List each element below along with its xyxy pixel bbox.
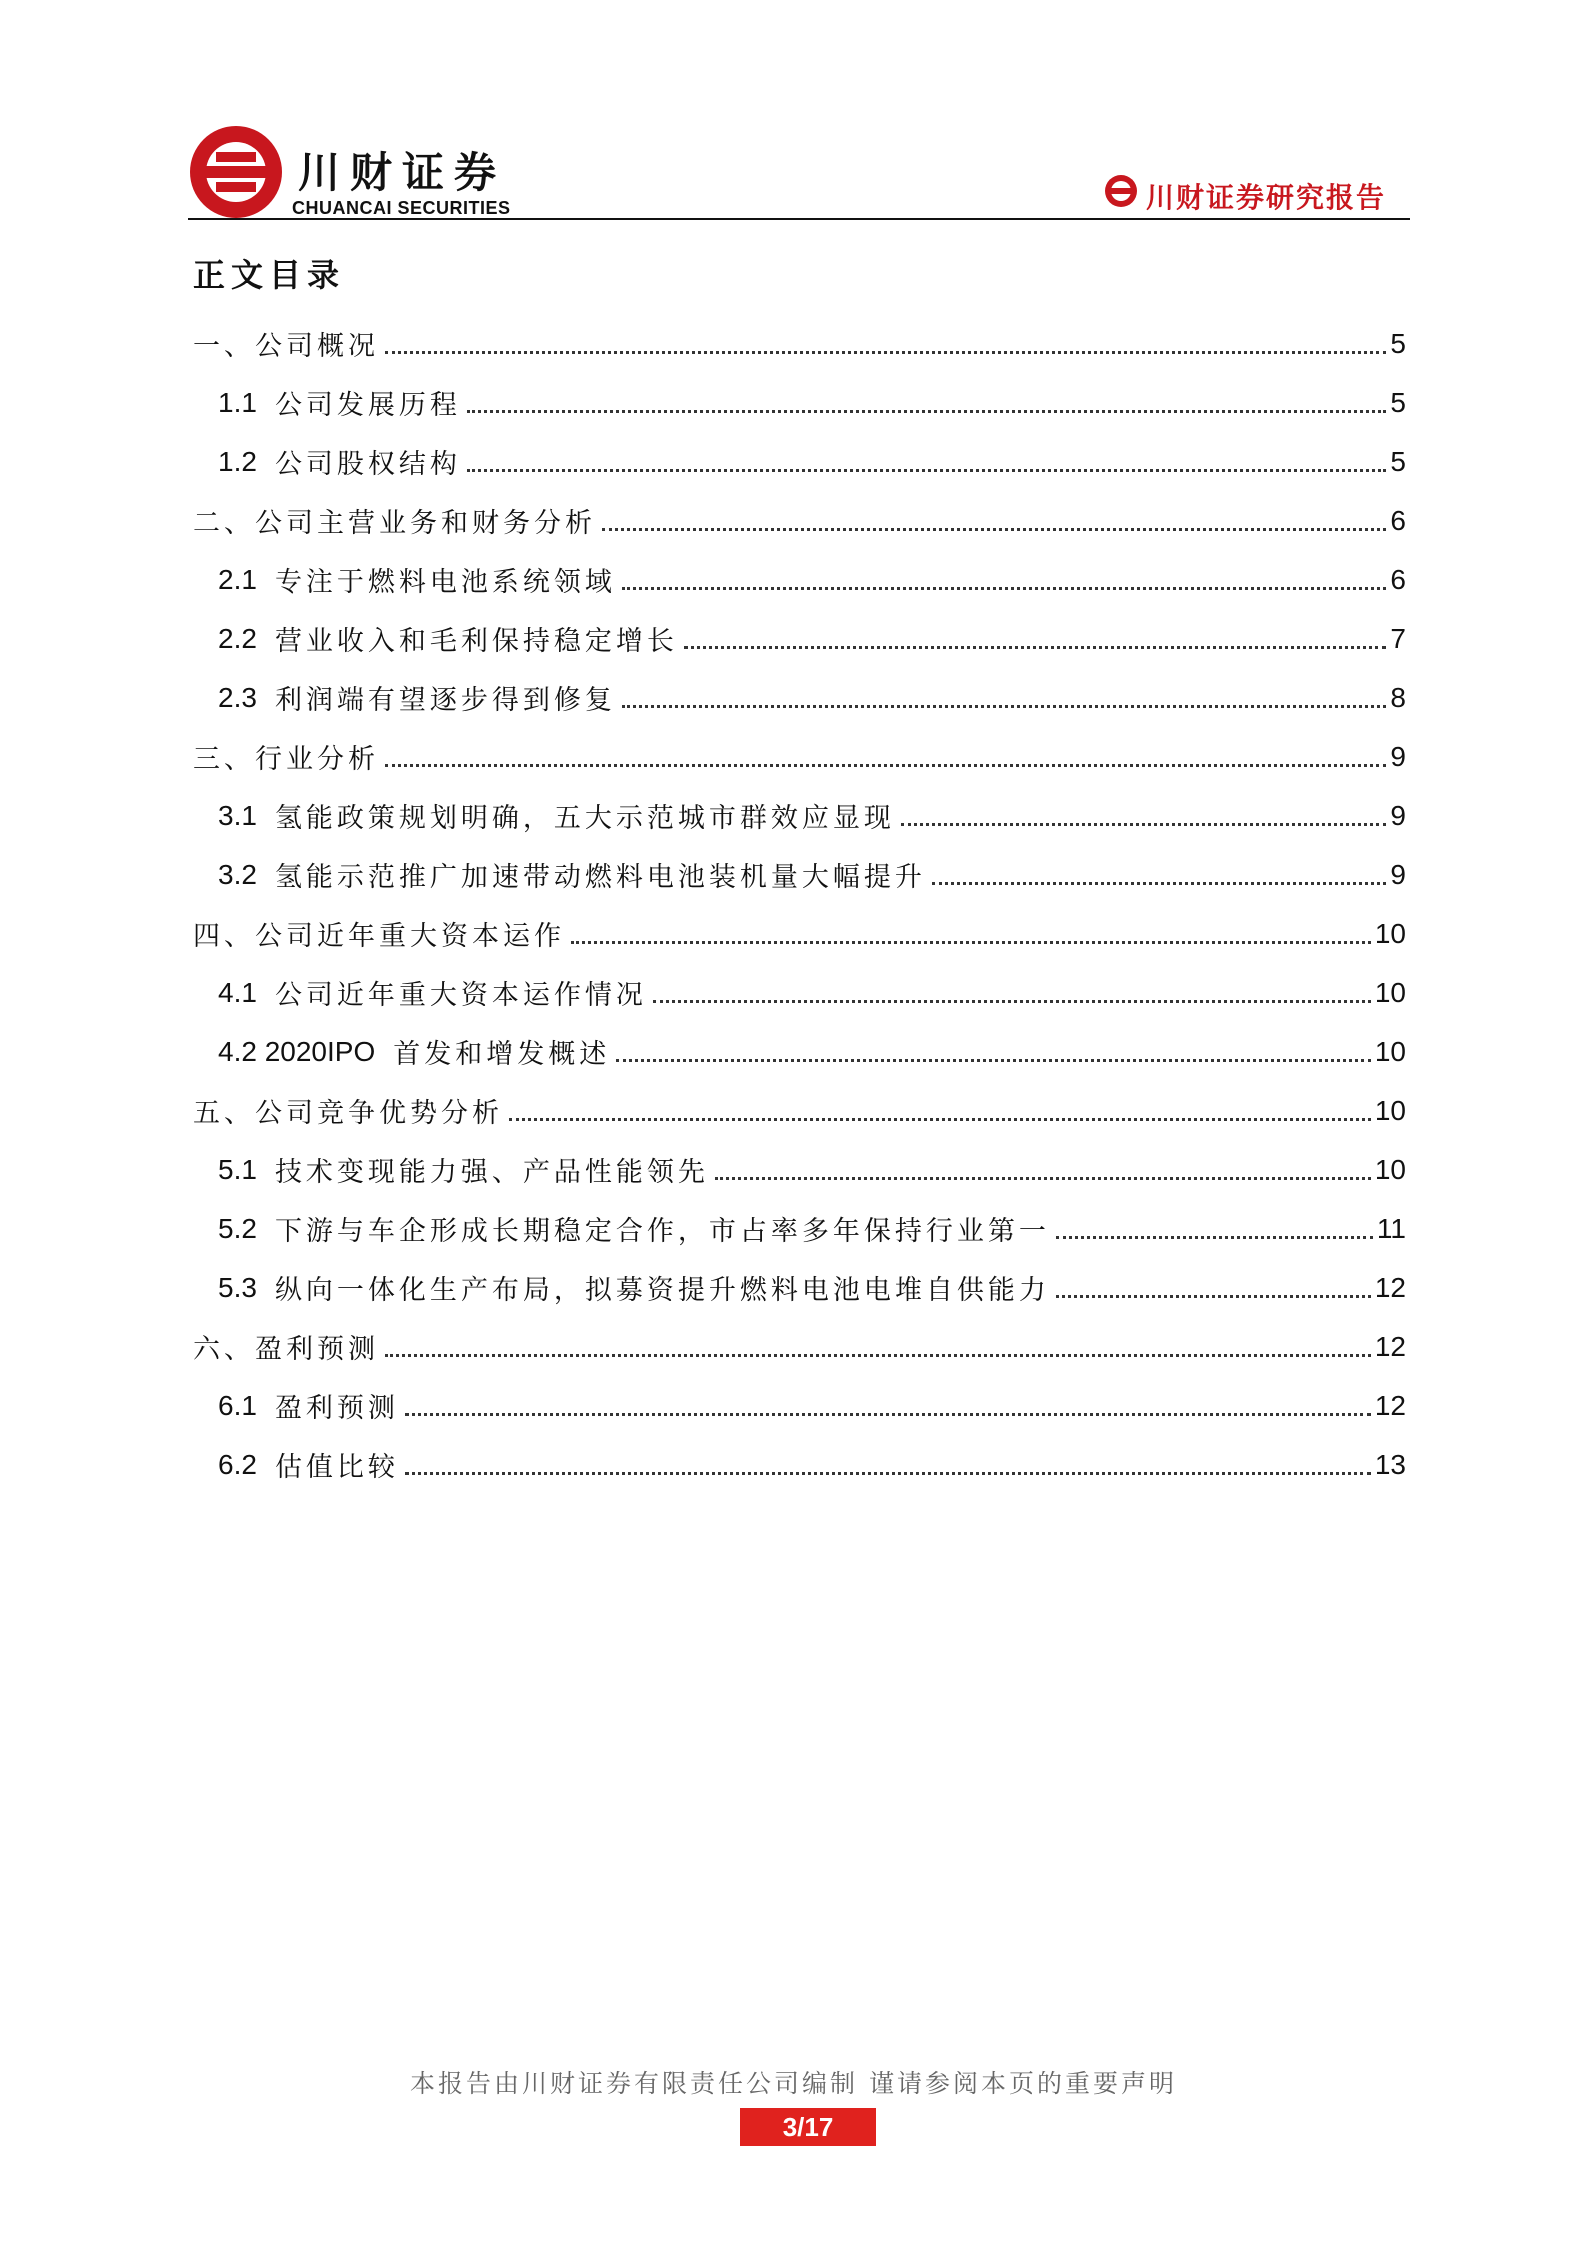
- toc-entry-title: 纵向一体化生产布局，拟募资提升燃料电池电堆自供能力: [274, 1275, 1050, 1306]
- toc-entry-number: 2.2: [218, 622, 257, 654]
- toc-entry-title: 首发和增发概述: [393, 1039, 611, 1070]
- toc-entry-page: 5: [1390, 386, 1406, 418]
- toc-entry[interactable]: [193, 668, 1406, 727]
- toc-entry-title: 三、行业分析: [193, 744, 379, 775]
- toc-entry[interactable]: [193, 1199, 1406, 1258]
- toc-dot-leader: [616, 1059, 1371, 1062]
- footer-disclaimer: 本报告由川财证券有限责任公司编制 谨请参阅本页的重要声明: [410, 2069, 1177, 2098]
- toc-entry-title: 技术变现能力强、产品性能领先: [274, 1157, 709, 1188]
- toc-entry-page: 12: [1374, 1389, 1406, 1421]
- toc-dot-leader: [385, 1354, 1371, 1357]
- toc-entry[interactable]: [193, 1317, 1406, 1376]
- toc-entry-title: 专注于燃料电池系统领域: [274, 567, 616, 598]
- toc-entry-number: 3.2: [218, 858, 257, 890]
- toc-entry-title: 营业收入和毛利保持稳定增长: [274, 626, 678, 657]
- brand-name-cn: 川财证券: [298, 148, 507, 197]
- toc-entry-title: 一、公司概况: [193, 331, 379, 362]
- toc-entry-title: 六、盈利预测: [193, 1334, 379, 1365]
- toc-entry[interactable]: [193, 1140, 1406, 1199]
- toc-entry-page: 5: [1390, 327, 1406, 359]
- toc-dot-leader: [1056, 1236, 1373, 1239]
- toc-entry-number: 2.3: [218, 681, 257, 713]
- toc-dot-leader: [385, 764, 1386, 767]
- toc-entry-title: 利润端有望逐步得到修复: [274, 685, 616, 716]
- toc-entry[interactable]: [193, 1081, 1406, 1140]
- toc-dot-leader: [405, 1413, 1371, 1416]
- chuancai-logo-icon: [188, 124, 284, 220]
- toc-entry-page: 5: [1390, 445, 1406, 477]
- toc-entry-page: 10: [1374, 1035, 1406, 1067]
- toc-entry-page: 10: [1374, 976, 1406, 1008]
- toc-entry-page: 9: [1390, 740, 1406, 772]
- toc-entry-page: 13: [1374, 1448, 1406, 1480]
- toc-dot-leader: [932, 882, 1386, 885]
- toc-entry-number: 1.2: [218, 445, 257, 477]
- toc-entry[interactable]: [193, 845, 1406, 904]
- toc-entry-number: 4.2 2020IPO: [218, 1035, 376, 1067]
- toc-dot-leader: [509, 1118, 1371, 1121]
- report-series-title: 川财证券研究报告: [1146, 181, 1387, 214]
- toc-entry[interactable]: [193, 1435, 1406, 1494]
- toc-entry-number: 3.1: [218, 799, 257, 831]
- toc-entry-title: 公司发展历程: [274, 390, 461, 421]
- toc-heading: 正文目录: [193, 256, 346, 294]
- toc-entry[interactable]: [193, 432, 1406, 491]
- toc-entry-page: 12: [1374, 1271, 1406, 1303]
- toc-entry[interactable]: [193, 1022, 1406, 1081]
- toc-entry-page: 6: [1390, 504, 1406, 536]
- toc-entry-title: 氢能示范推广加速带动燃料电池装机量大幅提升: [274, 862, 926, 893]
- table-of-contents: [193, 314, 1406, 1494]
- toc-dot-leader: [385, 351, 1386, 354]
- toc-entry-title: 下游与车企形成长期稳定合作，市占率多年保持行业第一: [274, 1216, 1050, 1247]
- toc-entry-number: 5.1: [218, 1153, 257, 1185]
- toc-dot-leader: [622, 705, 1386, 708]
- brand-name-en: CHUANCAI SECURITIES: [292, 198, 511, 218]
- page-number: 3/17: [740, 2108, 876, 2146]
- toc-entry-page: 9: [1390, 799, 1406, 831]
- toc-dot-leader: [405, 1472, 1371, 1475]
- toc-entry-page: 6: [1390, 563, 1406, 595]
- header-divider: [188, 218, 1410, 220]
- toc-entry-number: 6.2: [218, 1448, 257, 1480]
- toc-dot-leader: [571, 941, 1371, 944]
- toc-entry-title: 盈利预测: [274, 1393, 399, 1424]
- toc-entry-page: 10: [1374, 1153, 1406, 1185]
- toc-entry-title: 二、公司主营业务和财务分析: [193, 508, 596, 539]
- toc-entry-number: 1.1: [218, 386, 257, 418]
- toc-dot-leader: [467, 410, 1386, 413]
- toc-entry-number: 5.2: [218, 1212, 257, 1244]
- toc-entry-title: 估值比较: [274, 1452, 399, 1483]
- toc-entry[interactable]: [193, 963, 1406, 1022]
- toc-dot-leader: [715, 1177, 1371, 1180]
- toc-entry[interactable]: [193, 609, 1406, 668]
- report-badge-icon: [1104, 174, 1138, 208]
- toc-entry-title: 五、公司竞争优势分析: [193, 1098, 503, 1129]
- toc-dot-leader: [653, 1000, 1371, 1003]
- toc-entry[interactable]: [193, 904, 1406, 963]
- toc-entry[interactable]: [193, 314, 1406, 373]
- toc-entry-page: 12: [1374, 1330, 1406, 1362]
- toc-entry-title: 公司股权结构: [274, 449, 461, 480]
- toc-entry-number: 4.1: [218, 976, 257, 1008]
- toc-entry-page: 7: [1390, 622, 1406, 654]
- toc-entry-number: 2.1: [218, 563, 257, 595]
- toc-entry[interactable]: [193, 727, 1406, 786]
- toc-entry-number: 6.1: [218, 1389, 257, 1421]
- toc-dot-leader: [901, 823, 1386, 826]
- toc-entry-title: 四、公司近年重大资本运作: [193, 921, 565, 952]
- toc-entry-page: 11: [1376, 1212, 1406, 1244]
- toc-entry-page: 10: [1374, 917, 1406, 949]
- toc-dot-leader: [622, 587, 1386, 590]
- toc-dot-leader: [467, 469, 1386, 472]
- toc-entry[interactable]: [193, 491, 1406, 550]
- toc-entry[interactable]: [193, 786, 1406, 845]
- toc-entry-title: 公司近年重大资本运作情况: [274, 980, 647, 1011]
- toc-dot-leader: [684, 646, 1386, 649]
- toc-entry-page: 9: [1390, 858, 1406, 890]
- toc-entry[interactable]: [193, 1376, 1406, 1435]
- toc-entry-title: 氢能政策规划明确，五大示范城市群效应显现: [274, 803, 895, 834]
- toc-entry[interactable]: [193, 550, 1406, 609]
- toc-entry-number: 5.3: [218, 1271, 257, 1303]
- toc-entry-page: 8: [1390, 681, 1406, 713]
- toc-entry[interactable]: [193, 1258, 1406, 1317]
- toc-entry-page: 10: [1374, 1094, 1406, 1126]
- toc-dot-leader: [602, 528, 1386, 531]
- toc-dot-leader: [1056, 1295, 1371, 1298]
- toc-entry[interactable]: [193, 373, 1406, 432]
